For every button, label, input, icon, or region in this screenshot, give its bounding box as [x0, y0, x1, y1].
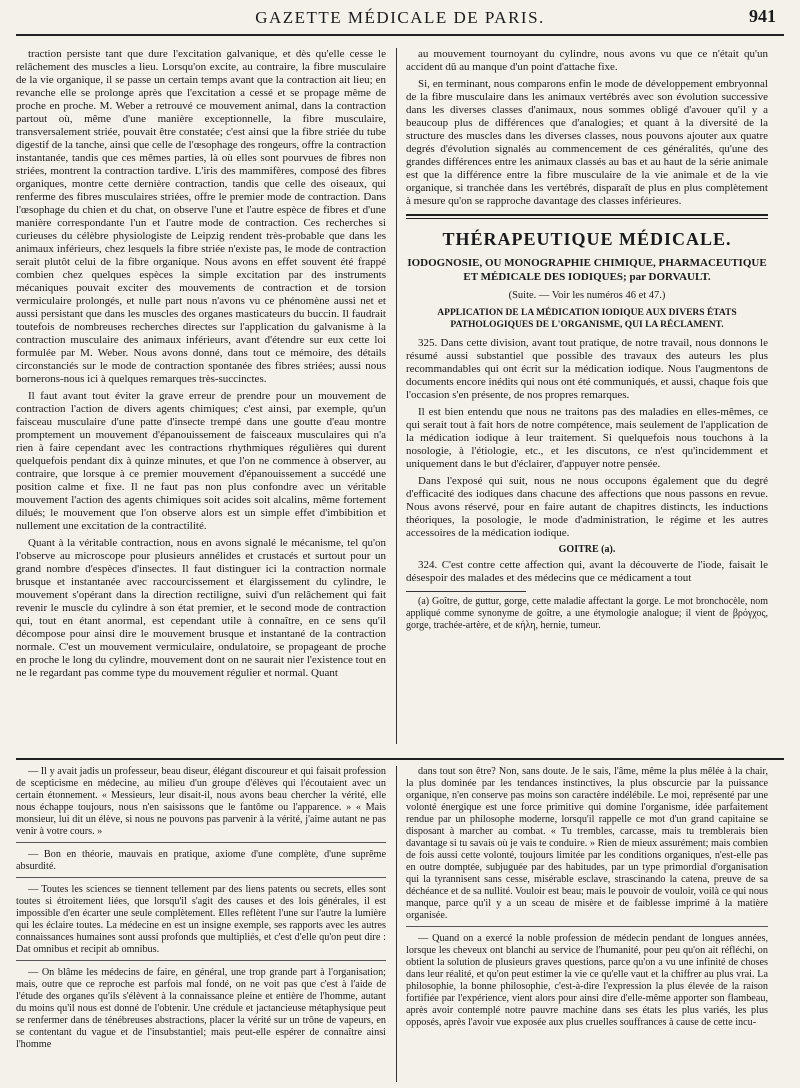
- goitre-heading: GOITRE (a).: [558, 544, 616, 555]
- feuilleton-paragraph: — Bon en théorie, mauvais en pratique, axiome d'une complète, d'une suprême absurdité.: [16, 849, 386, 872]
- paragraph: Si, en terminant, nous comparons enfin le mode de développement embryonnal de la fibre musculaire dans les animaux vertébrés avec son évolution successive dans les diverses classes d'animaux, nous sommes obligé d'avouer qu'il y a beaucoup plus de différences que d'analogies; et quant à la diversité de la structure des muscles dans les diverses classes, nous pouvons ajouter aux quatre degrés d'évolution signalés au commencement de ces généralités, qu'une des grandes différences entre les animaux classés au bas et au haut de la série animale est que la différence entre la fibre musculaire de la vie animale et de la vie organique, si tranchée dans les vertébrés, disparaît de plus en plus complètement à mesure qu'on se rapproche davantage des classes inférieures.: [406, 78, 768, 207]
- feuilleton-right-column: [406, 766, 768, 1082]
- separator: [406, 926, 768, 927]
- paragraph: Dans l'exposé qui suit, nous ne nous occupons également que du degré d'efficacité des iodiques dans chacune des affections que nous passons en revue. Nous avons réservé, pour en faire autant de chapitres distincts, les inductions théoriques, la posologie, le mode d'administration, le régime et les autres accessoires de la médication iodique.: [406, 475, 768, 539]
- separator: [16, 842, 386, 843]
- separator: [16, 877, 386, 878]
- feuilleton-left-column: [16, 766, 386, 1082]
- main-columns: [16, 48, 784, 744]
- footnote: (a) Goître, de guttur, gorge, cette maladie affectant la gorge. Le mot bronchocèle, nom appliqué comme synonyme de goître, a une étymologie analogue; il vient de βρόγχος, gorge, trachée-artère, et de κήλη, hernie, tumeur.: [406, 596, 768, 631]
- paragraph: 325. Dans cette division, avant tout pratique, de notre travail, nous donnons le résumé aussi substantiel que possible des travaux des auteurs les plus recommandables qui ont écrit sur la médication iodique. Nous l'augmentons de documents encore inédits qui nous ont été communiqués, et aussi, chaque fois que l'occasion s'en présente, de nos propres remarques.: [406, 337, 768, 401]
- separator: [16, 960, 386, 961]
- suite-note: (Suite. — Voir les numéros 46 et 47.): [508, 290, 666, 301]
- paragraph: Il faut avant tout éviter la grave erreur de prendre pour un mouvement de contraction l'action de divers agents chimiques; c'est ainsi, par exemple, qu'un faisceau musculaire d'une patte d'insecte trempé dans une goutte d'eau montre promptement un mouvement d'épanouissement de faisceaux musculaires qui n'a rien à faire cependant avec les contractions rhythmiques régulières qui durent quelquefois pendant dix à quinze minutes, et que l'on ne commence à observer, au contraire, que lorsque à ce premier mouvement d'épanouissement a succédé une position calme et fixe. Il ne faut pas non plus confondre avec un véritable mouvement l'action des agents chimiques soit acides soit alcalins, même fortement dilués; le mouvement que l'on observe alors est un simple effet d'imbibition et nullement une excitation de la contractilité.: [16, 390, 386, 532]
- feuilleton-column-divider: [396, 766, 397, 1082]
- column-divider: [396, 48, 397, 744]
- paragraph: au mouvement tournoyant du cylindre, nous avons vu que ce n'était qu'un accident dû au manque d'un point d'attache fixe.: [406, 48, 768, 73]
- right-column: [406, 48, 768, 744]
- page-header: [16, 0, 784, 34]
- header-rule: [16, 34, 784, 36]
- paragraph: 324. C'est contre cette affection qui, avant la découverte de l'iode, faisait le désespoir des malades et des médecins que ce médicament a tout: [406, 559, 768, 584]
- feuilleton-rule: [16, 758, 784, 760]
- paragraph: Il est bien entendu que nous ne traitons pas des maladies en elles-mêmes, ce qui serait tout à fait hors de notre compétence, mais seulement de l'application de la médication iodique à leur traitement. Si quelquefois nous touchons à la nosologie, à l'étiologie, etc., et les discutons, ce n'est qu'incidemment et uniquement dans le but d'éclairer, d'appuyer notre pensée.: [406, 406, 768, 470]
- application-heading: APPLICATION DE LA MÉDICATION IODIQUE AUX DIVERS ÉTATS PATHOLOGIQUES DE L'ORGANISME, QUI LA RÉCLAMENT.: [437, 308, 737, 330]
- feuilleton-paragraph: — On blâme les médecins de faire, en général, une trop grande part à l'organisation; mais, outre que ce reproche est parfois mal fondé, on ne voit pas que c'est à l'aide de l'étude des organes qu'ils s'élèvent à la connaissance pleine et entière de l'homme, autant du moins qu'il nous est donné de l'obtenir. Une crédule et jactancieuse métaphysique peut se renfermer dans de ténébreuses abstractions, placer la vérité sur un trône de vapeurs, en se contentant du vague et de l'insubstantiel; mais peut-elle espérer de connaître ainsi l'homme: [16, 967, 386, 1050]
- section-subtitle: IODOGNOSIE, OU MONOGRAPHIE CHIMIQUE, PHARMACEUTIQUE ET MÉDICALE DES IODIQUES; par DORVAULT.: [407, 257, 767, 283]
- paragraph: traction persiste tant que dure l'excitation galvanique, et dès qu'elle cesse le relâchement des muscles a lieu. Lorsqu'on excite, au contraire, la fibre musculaire de la vie organique, il se passe un certain temps avant que la contraction ait lieu; en revanche elle se prolonge après que l'excitation a cessé et se propage même de proche en proche. M. Weber a retrouvé ce mouvement animal, dans la contraction partout où, même d'une manière exceptionnelle, la fibre musculaire, transversalement striée, pouvait être constatée; c'est ainsi que la fibre striée du tube digestif de la tanche, ainsi que celle de l'œsophage des rongeurs, offre la contraction instantanée, tandis que ces mêmes parties, là où elles sont pourvues de fibres non striées, montrent la contraction tardive. L'iris des mammifères, composé des fibres organiques, montre cette dernière contraction, tandis que celle des oiseaux, qui renferme des fibres musculaires striées, offre le premier mode de contraction. Dans l'œsophage du chien et du chat, on observe l'une et l'autre espèce de fibres et d'une manière correspondante l'un et l'autre mode de contraction. Ces recherches si curieuses du célèbre physiologiste de Leipzig rendent très-probable que dans les animaux inférieurs, chez lesquels la fibre striée n'existe pas, le mode de contraction serait plutôt celui de la fibre organique. Nous avons en effet souvent été frappé combien chez quelques espèces la simple excitation par des instruments mécaniques pouvait exciter des mouvements de contraction et de torsion vermiculaire prolongés, et nulle part nous n'avons vu ce phénomène aussi net et aussi persistant que dans les muscles des organes masticateurs du buccin. Il faudrait toutefois de nombreuses recherches directes sur l'application du galvanisme à la contraction musculaire des animaux inférieurs, avant d'étendre sur eux cette loi formulée par M. Weber. Nous avons donné, dans tout ce mémoire, des détails circonstanciés sur le mode de contraction spontanée des fibres striées; aussi nous bornerons-nous ici à quelques remarques très-succinctes.: [16, 48, 386, 385]
- page-number: 941: [749, 6, 776, 26]
- feuilleton-paragraph: — Il y avait jadis un professeur, beau diseur, élégant discoureur et qui faisait profession de scepticisme en médecine, au milieu d'un groupe d'élèves qui l'écoutaient avec un certain étonnement. « Messieurs, leur disait-il, nous avons beau chercher la vérité, elle nous échappe toujours, nous n'en saisissons que le fantôme ou l'apparence. » « Mais monsieur, lui dit un élève, si nous ne pouvons pas parvenir à la vérité, j'aime autant ne pas venir à votre cours. »: [16, 766, 386, 837]
- left-column: [16, 48, 386, 744]
- footnote-rule: [406, 591, 526, 592]
- section-title: THÉRAPEUTIQUE MÉDICALE.: [442, 229, 732, 249]
- feuilleton-section: [16, 766, 784, 1082]
- section-rule: [406, 214, 768, 219]
- journal-title: GAZETTE MÉDICALE DE PARIS.: [255, 8, 545, 27]
- feuilleton-paragraph: — Quand on a exercé la noble profession de médecin pendant de longues années, lorsque les cheveux ont blanchi au service de l'humanité, pour peu qu'on ait réfléchi, on obtient la solution de plusieurs graves questions, parce qu'on a vu une infinité de choses dans leur réalité, et qu'on peut estimer la vie ce qu'elle vaut et la chiffrer au plus vrai. La philosophie, la bonne philosophie, c'est-à-dire l'expression la plus élevée de la raison fortifiée par l'expérience, vient alors pour ainsi dire d'elle-même apporter son flambeau, après avoir contemplé notre pauvre machine dans ses états les plus variés, les plus opposés, après l'avoir vue exposée aux plus cruelles souffrances à cause de cette incu-: [406, 933, 768, 1028]
- feuilleton-paragraph: — Toutes les sciences se tiennent tellement par des liens patents ou secrets, elles sont toutes si étroitement liées, que lorsqu'il s'agit des causes et des lois générales, il est impossible d'en écarter une seule complètement. Elles reflètent l'une sur l'autre la lumière qui les éclaire toutes. La médecine en est un insigne exemple, ses rapports avec les autres connaissances humaines sont aussi profonds que multipliés, et c'est d'elle qu'on peut dire : Dat omnibus et recipit ab omnibus.: [16, 884, 386, 955]
- paragraph: Quant à la véritable contraction, nous en avons signalé le mécanisme, tel qu'on l'observe au microscope pour plusieurs annélides et crustacés et surtout pour un grand nombre d'espèces d'insectes. Il faut distinguer ici la contraction normale brusque et instantanée avec raccourcissement et élargissement du cylindre, le mouvement s'opérant dans la direction rectiligne, suivi d'un relâchement qui fait revenir le muscle du cylindre à son état premier, et le second mode de contraction qui, tout en étant anormal, est cependant utile à connaître, en ce sens qu'il décompose pour ainsi dire le mouvement brusque et instantané de la contraction normale. C'est un mouvement vermiculaire, ondulatoire, se propageant de proche en proche le long du cylindre, mouvement dont on ne saurait nier l'existence tout en ne le regardant pas comme type du mouvement régulier et normal. Quant: [16, 537, 386, 679]
- feuilleton-paragraph: dans tout son être? Non, sans doute. Je le sais, l'âme, même la plus mêlée à la chair, la plus dominée par les tendances instinctives, la plus obscurcie par la puissance organique, n'en conserve pas moins son caractère indélébile. Le moi, représenté par une volonté énergique est une force primitive qui domine l'organisme, idée parfaitement rendue par un philosophe moderne, lorsqu'il rappelle ce mot d'un grand capitaine se disposant à marcher au combat. « Tu trembles, carcasse, mais tu tremblerais bien davantage si tu savais où je vais te conduire. » Rien de mieux assurément; mais combien de fois aussi cette volonté, toujours limitée par les conditions organiques, n'est-elle pas en outre domptée, subjuguée par des habitudes, par un type primordial d'organisation qui la tyrannisent sans cesse, misérable esclave, strascinando la catena, preuve de sa déchéance et de sa nullité. Vouloir est beau; mais le pouvoir de vouloir, voilà ce qui nous manque, parce qu'il y a un sceau de misère et de faiblesse imprimé à la matière organisée.: [406, 766, 768, 921]
